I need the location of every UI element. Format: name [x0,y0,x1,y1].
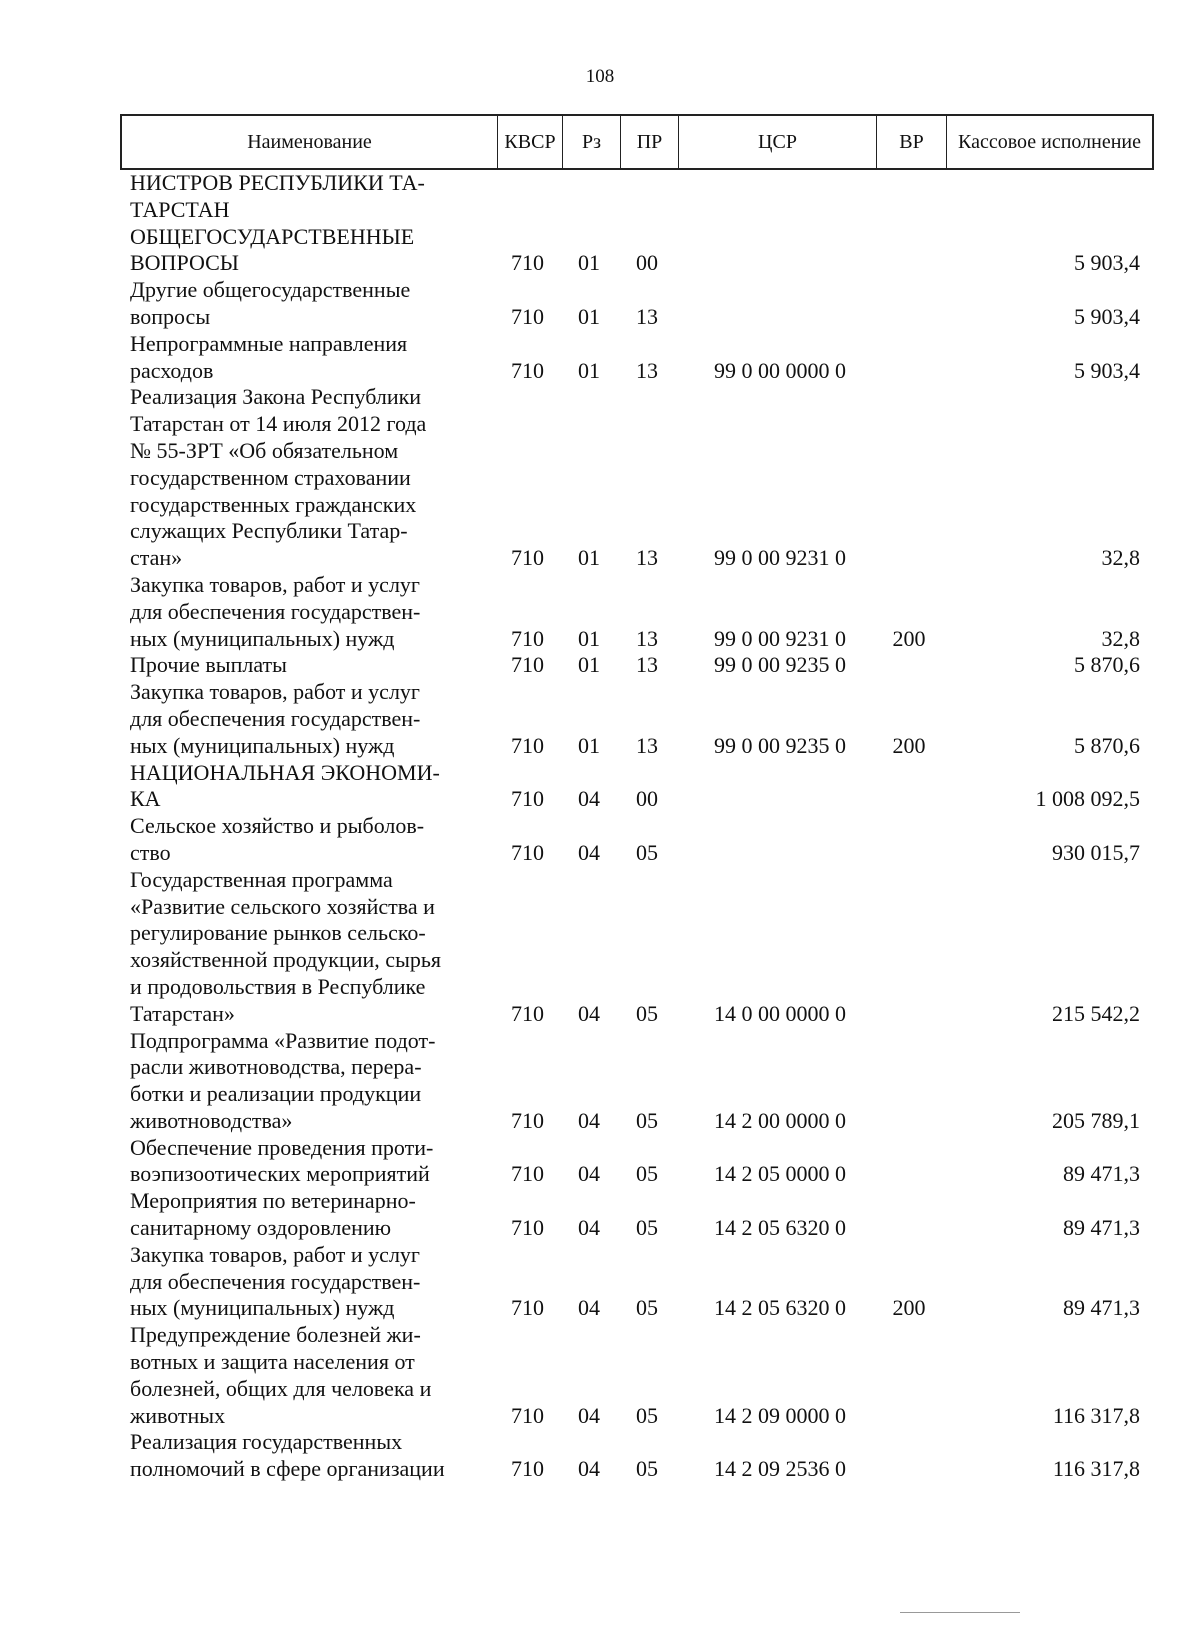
row-rz [560,170,618,224]
table-row [120,760,1154,814]
table-header [120,114,1154,170]
row-pr: 05 [636,1402,658,1428]
row-rz: 01 [578,652,600,678]
footer-rule [900,1612,1020,1613]
row-kvsr: 710 [511,303,544,329]
row-csr: 14 2 00 0000 0 [714,1107,846,1133]
header-kvsr: КВСР [497,116,562,168]
budget-table [120,114,1154,1483]
table-row [120,572,1154,652]
row-pr: 13 [636,357,658,383]
row-amount: 215 542,2 [1052,1000,1140,1026]
row-csr: 99 0 00 9231 0 [714,545,846,571]
row-amount: 5 903,4 [1074,250,1140,276]
row-vr [874,813,944,867]
row-kvsr: 710 [511,1000,544,1026]
row-rz: 04 [578,1456,600,1482]
row-csr: 99 0 00 9235 0 [714,652,846,678]
table-row [120,867,1154,1028]
row-amount: 5 870,6 [1074,732,1140,758]
row-pr: 13 [636,652,658,678]
row-pr: 05 [636,839,658,865]
table-row [120,1028,1154,1135]
row-amount: 116 317,8 [1052,1456,1140,1482]
table-row [120,1322,1154,1429]
row-vr [874,224,944,278]
row-csr: 14 2 05 0000 0 [714,1161,846,1187]
row-rz: 04 [578,1107,600,1133]
row-pr: 05 [636,1107,658,1133]
row-vr [874,760,944,814]
row-pr: 00 [636,250,658,276]
row-name: Закупка товаров, работ и услуг для обеспечения государствен- ных (муниципальных) нужд [130,1241,421,1321]
row-kvsr: 710 [511,625,544,651]
row-csr: 14 0 00 0000 0 [714,1000,846,1026]
row-amount: 1 008 092,5 [1035,786,1140,812]
row-amount: 5 903,4 [1074,303,1140,329]
row-amount: 32,8 [1101,545,1140,571]
row-pr: 05 [636,1215,658,1241]
table-row [120,224,1154,278]
row-kvsr: 710 [511,1215,544,1241]
row-name: Реализация Закона Республики Татарстан от 14 июля 2012 года № 55-ЗРТ «Об обязательном государственном страховании государственных гражданских служащих Республики Татар- стан» [130,384,427,571]
table-body [120,170,1154,1483]
header-amount: Кассовое исполнение [946,116,1152,168]
row-pr: 05 [636,1000,658,1026]
row-amount: 89 471,3 [1063,1161,1140,1187]
row-name: Реализация государственных полномочий в сфере организации [130,1429,445,1482]
page-number: 108 [585,66,615,87]
table-row [120,679,1154,759]
row-pr: 00 [636,786,658,812]
row-kvsr: 710 [511,357,544,383]
row-csr [676,813,874,867]
row-csr: 99 0 00 9231 0 [714,625,846,651]
row-csr: 14 2 09 2536 0 [714,1456,846,1482]
header-vr: ВР [876,116,946,168]
row-name: Другие общегосударственные вопросы [130,277,411,329]
row-vr [874,1188,944,1242]
row-rz: 01 [578,250,600,276]
row-name: Прочие выплаты [130,652,287,678]
row-csr [676,170,874,224]
row-rz: 01 [578,545,600,571]
row-kvsr: 710 [511,545,544,571]
row-amount: 89 471,3 [1063,1215,1140,1241]
table-row [120,1188,1154,1242]
header-pr: ПР [620,116,678,168]
row-rz: 04 [578,1215,600,1241]
row-csr [676,760,874,814]
row-csr [676,277,874,331]
table-row [120,1242,1154,1322]
row-csr [676,224,874,278]
row-name: НИСТРОВ РЕСПУБЛИКИ ТА- ТАРСТАН [130,170,425,222]
row-name: Обеспечение проведения проти- воэпизоотических мероприятий [130,1134,434,1187]
row-kvsr: 710 [511,1402,544,1428]
header-rz: Рз [562,116,620,168]
row-vr [874,331,944,385]
header-name: Наименование [247,131,372,153]
row-vr [874,384,944,572]
header-csr: ЦСР [678,116,876,168]
row-rz: 01 [578,303,600,329]
row-pr [618,170,676,224]
row-kvsr: 710 [511,1295,544,1321]
row-vr: 200 [892,625,926,651]
row-amount: 5 870,6 [1074,652,1140,678]
row-vr [874,1028,944,1135]
row-name: НАЦИОНАЛЬНАЯ ЭКОНОМИ- КА [130,759,440,812]
row-pr: 13 [636,303,658,329]
row-name: Закупка товаров, работ и услуг для обеспечения государствен- ных (муниципальных) нужд [130,679,421,758]
table-row [120,1135,1154,1189]
row-csr: 14 2 05 6320 0 [714,1215,846,1241]
row-rz: 01 [578,357,600,383]
row-pr: 05 [636,1161,658,1187]
table-row [120,170,1154,224]
row-amount: 930 015,7 [1052,839,1140,865]
row-name: Мероприятия по ветеринарно- санитарному оздоровлению [130,1188,416,1241]
row-kvsr: 710 [511,732,544,758]
table-row [120,384,1154,572]
row-vr [874,1322,944,1429]
row-csr: 14 2 09 0000 0 [714,1402,846,1428]
row-vr [874,867,944,1028]
table-row [120,813,1154,867]
row-pr: 05 [636,1295,658,1321]
row-amount: 116 317,8 [1052,1402,1140,1428]
row-amount: 205 789,1 [1052,1107,1140,1133]
row-kvsr: 710 [511,1456,544,1482]
row-pr: 13 [636,625,658,651]
row-kvsr: 710 [511,250,544,276]
row-name: Непрограммные направления расходов [130,330,408,383]
row-rz: 01 [578,732,600,758]
row-kvsr: 710 [511,652,544,678]
row-name: Закупка товаров, работ и услуг для обеспечения государствен- ных (муниципальных) нужд [130,571,421,651]
table-row [120,277,1154,331]
table-row [120,652,1154,679]
table-row [120,331,1154,385]
row-csr: 99 0 00 9235 0 [714,732,846,758]
row-vr: 200 [892,732,926,758]
row-rz: 04 [578,1402,600,1428]
row-kvsr [495,170,560,224]
row-kvsr: 710 [511,1107,544,1133]
row-pr: 13 [636,545,658,571]
row-amount [944,170,1154,224]
row-vr [874,652,944,679]
row-name: ОБЩЕГОСУДАРСТВЕННЫЕ ВОПРОСЫ [130,223,415,276]
row-name: Сельское хозяйство и рыболов- ство [130,813,425,865]
row-vr [874,1429,944,1483]
row-kvsr: 710 [511,786,544,812]
row-rz: 04 [578,1295,600,1321]
row-name: Государственная программа «Развитие сельского хозяйства и регулирование рынков сельско- хозяйственной продукции, сырья и продовольствия в Республике Татарстан» [130,866,442,1026]
row-rz: 04 [578,1161,600,1187]
row-vr [874,170,944,224]
row-amount: 89 471,3 [1063,1295,1140,1321]
row-kvsr: 710 [511,1161,544,1187]
row-amount: 32,8 [1101,625,1140,651]
row-vr [874,1135,944,1189]
row-csr: 14 2 05 6320 0 [714,1295,846,1321]
table-row [120,1429,1154,1483]
row-vr [874,277,944,331]
row-rz: 04 [578,839,600,865]
row-pr: 05 [636,1456,658,1482]
row-amount: 5 903,4 [1074,357,1140,383]
row-pr: 13 [636,732,658,758]
row-rz: 01 [578,625,600,651]
row-csr: 99 0 00 0000 0 [714,357,846,383]
row-name: Подпрограмма «Развитие подот- расли животноводства, перера- ботки и реализации продукции животноводства» [130,1027,436,1133]
row-kvsr: 710 [511,839,544,865]
row-name: Предупреждение болезней жи- вотных и защита населения от болезней, общих для человека и животных [130,1322,432,1428]
row-rz: 04 [578,786,600,812]
row-rz: 04 [578,1000,600,1026]
row-vr: 200 [892,1295,926,1321]
